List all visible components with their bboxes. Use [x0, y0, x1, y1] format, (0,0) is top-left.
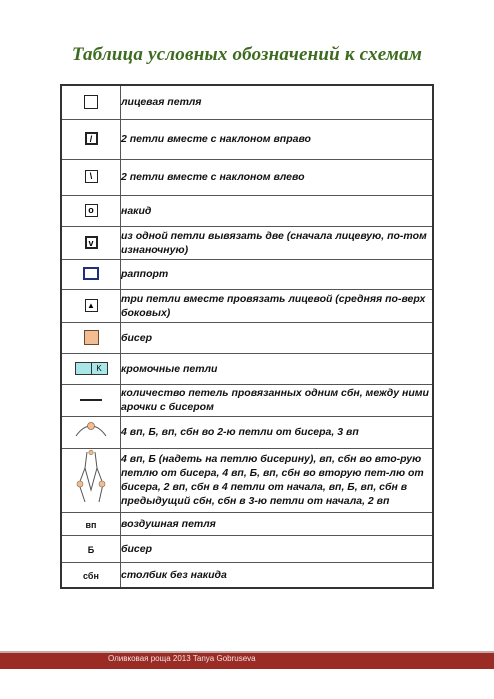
chain-label: вп — [85, 519, 97, 530]
bead-icon — [84, 330, 99, 345]
symbol-cell — [61, 562, 121, 588]
footer-text: Оливковая роща 2013 Tanya Gobruseva — [108, 654, 256, 663]
legend-row — [61, 353, 433, 384]
bead-abbr-label: Б — [87, 544, 95, 555]
symbol-cell — [61, 353, 121, 384]
knit-stitch-icon — [84, 95, 98, 109]
symbol-cell — [61, 384, 121, 416]
description-cell: 2 петли вместе с наклоном вправо — [121, 119, 434, 159]
symbol-cell — [61, 416, 121, 448]
symbol-cell — [61, 259, 121, 289]
symbol-cell — [61, 512, 121, 535]
legend-row — [61, 562, 433, 588]
symbol-cell — [61, 226, 121, 259]
symbol-cell — [61, 119, 121, 159]
page-title: Таблица условных обозначений к схемам — [71, 44, 423, 65]
description-cell: кромочные петли — [121, 353, 434, 384]
symbol-cell — [61, 448, 121, 512]
symbol-cell — [61, 159, 121, 195]
symbol-cell — [61, 535, 121, 562]
symbol-cell — [61, 85, 121, 119]
legend-row — [61, 448, 433, 512]
description-cell: столбик без накида — [121, 562, 434, 588]
bead-drop-icon — [73, 450, 109, 506]
edge-stitches-icon: K — [75, 362, 108, 375]
description-cell: из одной петли вывязать две (сначала лицевую, по-том изнаночную) — [121, 226, 434, 259]
k2tog-left-icon: \ — [85, 170, 98, 183]
bead-arch-icon — [73, 420, 109, 440]
sc-label: сбн — [83, 570, 99, 581]
k2tog-right-icon: / — [85, 132, 98, 145]
legend-row — [61, 226, 433, 259]
legend-row — [61, 535, 433, 562]
description-cell: раппорт — [121, 259, 434, 289]
legend-row — [61, 85, 433, 119]
legend-row — [61, 159, 433, 195]
symbol-cell — [61, 322, 121, 353]
yarn-over-icon: o — [85, 204, 98, 217]
description-cell: три петли вместе провязать лицевой (средняя по-верх боковых) — [121, 289, 434, 322]
symbol-cell — [61, 289, 121, 322]
legend-row — [61, 416, 433, 448]
description-cell: воздушная петля — [121, 512, 434, 535]
line-icon — [80, 399, 102, 401]
three-together-icon: ▲ — [85, 299, 98, 312]
repeat-icon — [83, 267, 99, 280]
two-from-one-icon: v — [85, 236, 98, 249]
description-cell: 2 петли вместе с наклоном влево — [121, 159, 434, 195]
description-cell: 4 вп, Б (надеть на петлю бисерину), вп, сбн во вто-рую петлю от бисера, 4 вп, Б, вп, сбн во вторую пет-лю от бисера, 2 вп, сбн в 4 петли от начала, вп, Б, вп, сбн в предыдущий сбн, сбн в 3-ю петли от начала, 2 вп — [121, 448, 434, 512]
legend-row — [61, 384, 433, 416]
description-cell: 4 вп, Б, вп, сбн во 2-ю петли от бисера, 3 вп — [121, 416, 434, 448]
legend-row — [61, 259, 433, 289]
legend-row — [61, 512, 433, 535]
legend-row — [61, 322, 433, 353]
description-cell: бисер — [121, 535, 434, 562]
description-cell: бисер — [121, 322, 434, 353]
legend-row — [61, 119, 433, 159]
symbol-cell — [61, 195, 121, 226]
legend-row — [61, 289, 433, 322]
description-cell: количество петель провязанных одним сбн, между ними арочки с бисером — [121, 384, 434, 416]
description-cell: лицевая петля — [121, 85, 434, 119]
legend-table — [60, 84, 434, 589]
description-cell: накид — [121, 195, 434, 226]
legend-row — [61, 195, 433, 226]
